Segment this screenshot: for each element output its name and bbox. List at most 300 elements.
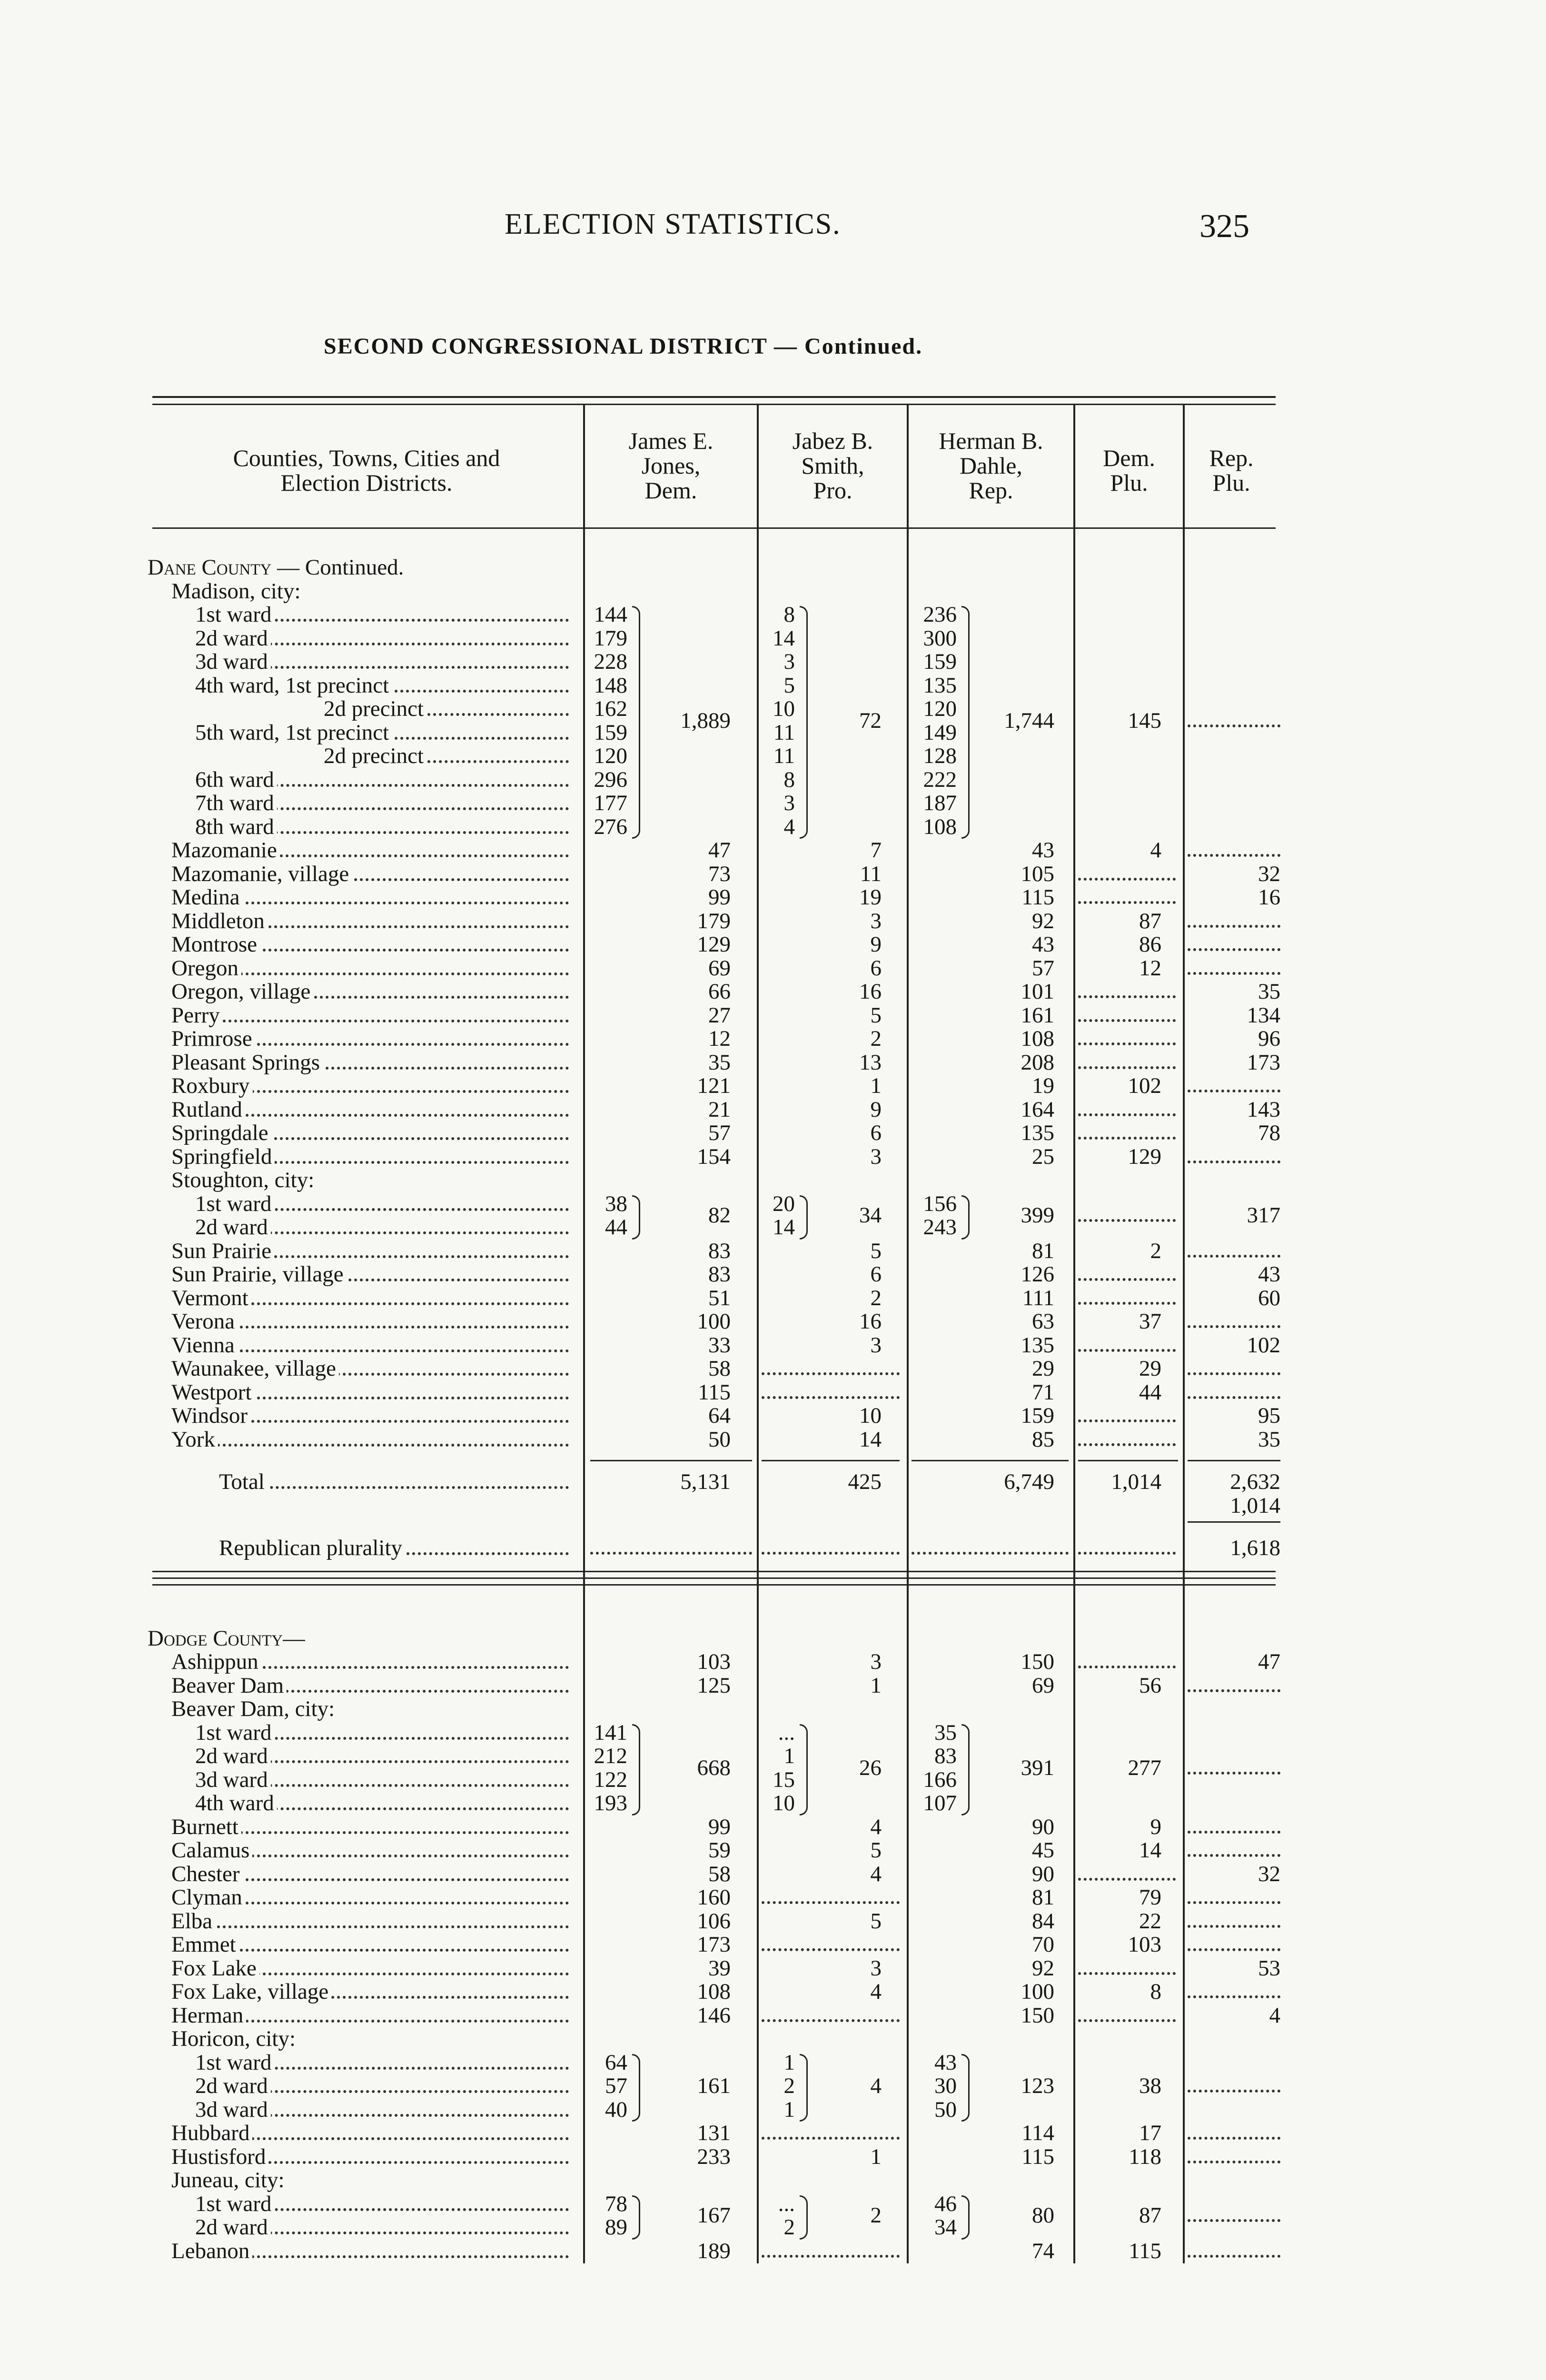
jones-votes: 103: [697, 1649, 731, 1674]
empty-demplu-dots: [1078, 1066, 1176, 1069]
plurality-rule: [1188, 1521, 1280, 1523]
row-label-text: Stoughton, city:: [171, 1169, 317, 1192]
section-subtitle: SECOND CONGRESSIONAL DISTRICT — Continued.: [324, 334, 923, 359]
jones-votes: 129: [697, 932, 731, 957]
total-dahle: 6,749: [1004, 1469, 1054, 1494]
table-row: [0, 2098, 1546, 2122]
row-label: [171, 2027, 569, 2051]
ward-smith-votes: 5: [783, 673, 795, 698]
smith-votes: 14: [859, 1427, 882, 1452]
empty-demplu-dots: [1078, 1443, 1176, 1446]
empty-repplu-dots: [1188, 2090, 1280, 2092]
row-label-text: Sun Prairie, village: [171, 1263, 347, 1286]
smith-votes: 9: [870, 1097, 882, 1122]
dahle-votes: 84: [1032, 1908, 1054, 1934]
ward-smith-votes: 20: [773, 1191, 795, 1216]
row-label-text: Vienna: [171, 1334, 238, 1357]
empty-jones-dots: [590, 1552, 752, 1555]
leader-dots: [171, 1444, 569, 1447]
city-total-dahle: 80: [1032, 2203, 1054, 2228]
row-label: [195, 650, 569, 674]
empty-repplu-dots: [1188, 1325, 1280, 1328]
row-label-text: Calamus: [171, 1839, 252, 1862]
empty-repplu-dots: [1188, 2255, 1280, 2258]
dahle-votes: 74: [1032, 2238, 1054, 2263]
row-label: [171, 1933, 569, 1956]
empty-smith-dots: [762, 2137, 900, 2140]
smith-votes: 3: [870, 1332, 882, 1358]
header-line: Election Districts.: [280, 469, 453, 496]
dem-plurality: 8: [1150, 1979, 1161, 2004]
row-label-text: Madison, city:: [171, 580, 304, 603]
rep-plurality: 35: [1258, 979, 1280, 1004]
table-row: [0, 1004, 1546, 1027]
ward-jones-votes: 296: [594, 767, 627, 792]
row-label-text: 4th ward, 1st precinct: [195, 674, 392, 697]
row-label: [324, 744, 569, 768]
column-header-jones: [586, 428, 755, 503]
jones-votes: 83: [708, 1262, 731, 1287]
row-label: [171, 1674, 569, 1697]
empty-smith-dots: [762, 2255, 900, 2258]
empty-demplu-dots: [1078, 1302, 1176, 1305]
dahle-votes: 115: [1021, 2144, 1054, 2169]
ward-dahle-votes: 107: [923, 1791, 957, 1815]
table-row: [0, 1627, 1546, 1650]
table-row: [0, 2027, 1546, 2051]
dahle-votes: 164: [1021, 1097, 1054, 1122]
running-header-title: ELECTION STATISTICS.: [505, 208, 841, 240]
row-label-text: Oregon: [171, 957, 241, 980]
city-total-smith: 72: [859, 708, 882, 733]
table-row: [0, 1886, 1546, 1909]
empty-demplu-dots: [1078, 1113, 1176, 1116]
smith-votes: 13: [859, 1050, 882, 1075]
row-label-text: Waunakee, village: [171, 1357, 339, 1380]
dem-plurality: 102: [1128, 1073, 1161, 1098]
row-label-text: 1st ward: [195, 2192, 275, 2216]
empty-demplu-dots: [1078, 1137, 1176, 1140]
ward-smith-votes: 8: [783, 602, 795, 627]
rep-plurality: 32: [1258, 861, 1280, 886]
ward-jones-votes: 228: [594, 649, 627, 674]
row-label: [171, 2004, 569, 2027]
smith-votes: 11: [860, 861, 882, 886]
table-row: [0, 1537, 1546, 1560]
ward-dahle-votes: 83: [934, 1744, 957, 1768]
rep-plurality: 173: [1247, 1050, 1280, 1075]
ward-dahle-votes: 166: [923, 1767, 957, 1792]
rep-plurality: 60: [1258, 1285, 1280, 1310]
jones-votes: 106: [697, 1908, 731, 1934]
ward-smith-votes: 15: [773, 1767, 795, 1792]
total-rule: [1078, 1460, 1178, 1461]
jones-votes: 131: [697, 2121, 731, 2145]
row-label-text: 2d precinct: [324, 697, 426, 721]
empty-repplu-dots: [1188, 1901, 1280, 1904]
table-row: [0, 1240, 1546, 1263]
row-label: [195, 768, 569, 792]
ward-jones-votes: 212: [594, 1744, 627, 1768]
jones-votes: 58: [708, 1861, 731, 1886]
empty-smith-dots: [762, 1901, 900, 1904]
row-label: [171, 1980, 569, 2003]
dem-plurality: 56: [1139, 1673, 1161, 1698]
ward-jones-votes: 64: [605, 2050, 627, 2075]
ward-dahle-votes: 300: [923, 625, 957, 651]
ward-dahle-votes: 159: [923, 649, 957, 674]
ward-smith-votes: 14: [773, 1215, 795, 1240]
table-row: [0, 1980, 1546, 2003]
ward-smith-votes: 14: [773, 625, 795, 651]
total-smith: 425: [848, 1469, 882, 1494]
dem-plurality: 12: [1139, 955, 1161, 981]
jones-votes: 100: [697, 1309, 731, 1334]
table-row: [0, 1404, 1546, 1428]
empty-smith-dots: [762, 1552, 900, 1555]
jones-votes: 179: [697, 908, 731, 933]
city-total-row: [0, 709, 1546, 733]
row-label: [171, 1334, 569, 1357]
row-label: [171, 1404, 569, 1428]
ward-dahle-votes: 50: [934, 2097, 957, 2122]
dahle-votes: 115: [1021, 885, 1054, 910]
jones-votes: 64: [708, 1403, 731, 1428]
table-row: [0, 1697, 1546, 1721]
row-label: [171, 1697, 569, 1721]
empty-dahle-dots: [912, 1552, 1069, 1555]
dahle-votes: 29: [1032, 1356, 1054, 1381]
smith-votes: 16: [859, 979, 882, 1004]
dahle-votes: 126: [1021, 1262, 1054, 1287]
smith-votes: 3: [870, 1649, 882, 1674]
empty-repplu-dots: [1188, 2137, 1280, 2140]
row-label-text: Hustisford: [171, 2145, 268, 2169]
jones-votes: 99: [708, 885, 731, 910]
row-label-text: Perry: [171, 1004, 223, 1027]
row-label: [171, 910, 569, 933]
row-label-text: 3d ward: [195, 2098, 271, 2122]
dahle-votes: 43: [1032, 838, 1054, 863]
table-row: [0, 1287, 1546, 1310]
ward-jones-votes: 148: [594, 673, 627, 698]
ward-smith-votes: 3: [783, 791, 795, 815]
row-label: [171, 1650, 569, 1674]
row-label: [171, 1381, 569, 1404]
total-rule: [912, 1460, 1069, 1461]
row-label-text: Westport: [171, 1381, 255, 1404]
row-label: [171, 1004, 569, 1027]
row-label-text: Lebanon: [171, 2240, 252, 2263]
dahle-votes: 81: [1032, 1238, 1054, 1263]
row-label-text: 1st ward: [195, 603, 275, 626]
city-total-smith: 2: [870, 2203, 882, 2228]
jones-votes: 51: [708, 1285, 731, 1310]
row-label-text: Vermont: [171, 1287, 251, 1310]
jones-votes: 21: [708, 1097, 731, 1122]
county-name: Dane County: [148, 556, 272, 579]
table-row: [0, 1121, 1546, 1145]
smith-votes: 5: [870, 1908, 882, 1934]
smith-votes: 1: [870, 2144, 882, 2169]
ward-dahle-votes: 156: [923, 1191, 957, 1216]
row-label-text: 2d ward: [195, 2074, 271, 2098]
total-rule: [762, 1460, 900, 1461]
dem-plurality: 103: [1128, 1932, 1161, 1957]
smith-votes: 6: [870, 1121, 882, 1145]
ward-jones-votes: 120: [594, 744, 627, 768]
dem-plurality: 79: [1139, 1885, 1161, 1910]
ward-smith-votes: 8: [783, 767, 795, 792]
rep-plurality: 4: [1269, 2003, 1280, 2028]
table-row: [0, 2240, 1546, 2263]
row-label-text: 1st ward: [195, 1721, 275, 1745]
table-row: [0, 1051, 1546, 1074]
ward-jones-votes: 57: [605, 2073, 627, 2098]
row-label: [171, 1074, 569, 1098]
ward-smith-votes: 2: [783, 2073, 795, 2098]
table-row: [0, 1815, 1546, 1839]
header-line: Dem.: [1103, 445, 1155, 471]
table-row: [0, 2145, 1546, 2169]
empty-smith-dots: [762, 1372, 900, 1375]
row-label-text: Verona: [171, 1310, 238, 1333]
table-top-rule: [152, 396, 1276, 398]
table-row: [0, 980, 1546, 1003]
row-label-text: Rutland: [171, 1098, 245, 1121]
table-row: [0, 603, 1546, 626]
dahle-votes: 69: [1032, 1673, 1054, 1698]
dahle-votes: 19: [1032, 1073, 1054, 1098]
table-row: [0, 1357, 1546, 1380]
smith-votes: 3: [870, 1144, 882, 1169]
row-label: [171, 1839, 569, 1862]
empty-smith-dots: [762, 2019, 900, 2022]
county-heading-suffix: —: [283, 1626, 306, 1650]
row-label-text: 8th ward: [195, 815, 277, 839]
row-label: [171, 1145, 569, 1169]
row-label: [171, 839, 569, 862]
ward-jones-votes: 159: [594, 720, 627, 745]
dahle-votes: 105: [1021, 861, 1054, 886]
jones-votes: 59: [708, 1838, 731, 1863]
jones-votes: 189: [697, 2238, 731, 2263]
row-label-text: 3d ward: [195, 1768, 271, 1792]
table-row: [0, 2122, 1546, 2145]
row-label-text: 5th ward, 1st precinct: [195, 721, 392, 744]
row-label-text: Ashippun: [171, 1650, 261, 1674]
row-label-text: 1st ward: [195, 2051, 275, 2074]
dahle-votes: 208: [1021, 1050, 1054, 1075]
row-label-text: Primrose: [171, 1027, 255, 1051]
dahle-votes: 90: [1032, 1861, 1054, 1886]
empty-repplu-dots: [1188, 2219, 1280, 2222]
table-row: [0, 933, 1546, 956]
jones-votes: 47: [708, 838, 731, 863]
row-label: [171, 2169, 569, 2192]
table-row: [0, 1674, 1546, 1697]
rep-plurality: 95: [1258, 1403, 1280, 1428]
table-row: [0, 1863, 1546, 1886]
dahle-votes: 150: [1021, 2003, 1054, 2028]
total-rule: [1188, 1460, 1280, 1461]
empty-smith-dots: [762, 1948, 900, 1951]
column-header-smith: [760, 428, 905, 503]
jones-votes: 39: [708, 1955, 731, 1981]
dahle-votes: 108: [1021, 1026, 1054, 1051]
table-row: [0, 674, 1546, 697]
jones-votes: 12: [708, 1026, 731, 1051]
header-line: Jabez B.: [792, 427, 873, 454]
table-row: [0, 1792, 1546, 1815]
smith-votes: 3: [870, 1955, 882, 1981]
row-label-text: Elba: [171, 1910, 215, 1933]
jones-votes: 33: [708, 1332, 731, 1358]
row-label-text: York: [171, 1428, 218, 1451]
row-label-text: Horicon, city:: [171, 2027, 298, 2051]
empty-repplu-dots: [1188, 1925, 1280, 1928]
dahle-votes: 43: [1032, 932, 1054, 957]
row-label-text: Herman: [171, 2004, 246, 2027]
column-header-rep-plurality: [1186, 446, 1277, 495]
header-line: Smith,: [801, 452, 864, 479]
row-label-text: Mazomanie, village: [171, 863, 352, 886]
header-line: Herman B.: [939, 427, 1043, 454]
rep-plurality: 43: [1258, 1262, 1280, 1287]
empty-repplu-dots: [1188, 854, 1280, 857]
dem-plurality: 29: [1139, 1356, 1161, 1381]
ward-jones-votes: 89: [605, 2215, 627, 2240]
city-total-dahle: 391: [1021, 1755, 1054, 1780]
ward-jones-votes: 177: [594, 791, 627, 815]
ward-smith-votes: 11: [773, 744, 795, 768]
dem-plurality: 115: [1129, 2238, 1161, 2263]
dahle-votes: 92: [1032, 1955, 1054, 1981]
row-label-text: 3d ward: [195, 650, 271, 674]
table-row: [0, 1074, 1546, 1098]
table-row: [0, 815, 1546, 839]
empty-demplu-dots: [1078, 1349, 1176, 1352]
total-jones: 5,131: [680, 1469, 731, 1494]
rep-plurality: 53: [1258, 1955, 1280, 1981]
empty-repplu-dots: [1188, 1255, 1280, 1258]
total-rep-plurality-offset: 1,014: [1230, 1493, 1280, 1518]
ward-dahle-votes: 149: [923, 720, 957, 745]
table-row: [0, 1334, 1546, 1357]
smith-votes: 4: [870, 1979, 882, 2004]
row-label-text: 1st ward: [195, 1192, 275, 1216]
row-label-text: 6th ward: [195, 768, 277, 792]
table-row: [0, 768, 1546, 792]
jones-votes: 99: [708, 1814, 731, 1839]
rep-plurality: 134: [1247, 1002, 1280, 1028]
dem-plurality: 129: [1128, 1144, 1161, 1169]
city-total-jones: 82: [708, 1203, 731, 1228]
smith-votes: 19: [859, 885, 882, 910]
empty-demplu-dots: [1078, 1042, 1176, 1045]
ward-jones-votes: 38: [605, 1191, 627, 1216]
rep-plurality: 35: [1258, 1427, 1280, 1452]
row-label: [171, 2240, 569, 2263]
city-total-dahle: 399: [1021, 1203, 1054, 1228]
table-row: [0, 886, 1546, 909]
smith-votes: 5: [870, 1238, 882, 1263]
dahle-votes: 111: [1022, 1285, 1054, 1310]
row-label: [171, 1815, 569, 1839]
row-label: [195, 815, 569, 839]
header-line: Rep.: [969, 477, 1013, 504]
row-label: [171, 933, 569, 956]
row-label-text: 2d ward: [195, 1216, 271, 1239]
empty-repplu-dots: [1188, 1772, 1280, 1775]
empty-repplu-dots: [1188, 1396, 1280, 1399]
header-bottom-rule: [152, 527, 1276, 529]
empty-demplu-dots: [1078, 1419, 1176, 1422]
table-row: [0, 1839, 1546, 1862]
table-row: [0, 1169, 1546, 1192]
dahle-votes: 25: [1032, 1144, 1054, 1169]
row-label: [219, 1470, 569, 1494]
smith-votes: 4: [870, 1861, 882, 1886]
table-row: [0, 1650, 1546, 1674]
city-total-jones: 1,889: [680, 708, 731, 733]
rep-plurality: 32: [1258, 1861, 1280, 1886]
row-label: [171, 1121, 569, 1145]
row-label: [171, 980, 569, 1003]
jones-votes: 121: [697, 1073, 731, 1098]
table-row: [0, 1027, 1546, 1051]
jones-votes: 57: [708, 1121, 731, 1145]
table-row: [0, 1957, 1546, 1980]
dem-plurality: 44: [1139, 1379, 1161, 1405]
table-row: [0, 1428, 1546, 1451]
ward-dahle-votes: 120: [923, 696, 957, 721]
row-label-text: Emmet: [171, 1933, 239, 1956]
header-line: Dem.: [644, 477, 697, 504]
row-label: [171, 1051, 569, 1074]
row-label-text: Pleasant Springs: [171, 1051, 323, 1074]
dahle-votes: 92: [1032, 908, 1054, 933]
jones-votes: 125: [697, 1673, 731, 1698]
ward-smith-votes: ...: [778, 1720, 795, 1745]
table-row: [0, 2004, 1546, 2027]
smith-votes: 3: [870, 908, 882, 933]
table-row: [0, 1910, 1546, 1933]
dahle-votes: 135: [1021, 1121, 1054, 1145]
row-label-text: 2d precinct: [324, 744, 426, 768]
city-total-jones: 167: [697, 2203, 731, 2228]
ward-jones-votes: 162: [594, 696, 627, 721]
table-row: [0, 1263, 1546, 1286]
county-name: Dodge County: [148, 1626, 283, 1650]
row-label-text: Clyman: [171, 1886, 245, 1909]
ward-smith-votes: 1: [783, 1744, 795, 1768]
empty-repplu-dots: [1188, 972, 1280, 975]
row-label: [171, 1027, 569, 1051]
ward-jones-votes: 40: [605, 2097, 627, 2122]
ward-dahle-votes: 243: [923, 1215, 957, 1240]
empty-demplu-dots: [1078, 878, 1176, 881]
smith-votes: 16: [859, 1309, 882, 1334]
row-label-text: Hubbard: [171, 2122, 252, 2145]
empty-demplu-dots: [1078, 2019, 1176, 2022]
city-total-jones: 668: [697, 1755, 731, 1780]
smith-votes: 7: [870, 838, 882, 863]
ward-smith-votes: 4: [783, 814, 795, 839]
smith-votes: 2: [870, 1285, 882, 1310]
table-row: [0, 1098, 1546, 1121]
header-line: James E.: [628, 427, 714, 454]
